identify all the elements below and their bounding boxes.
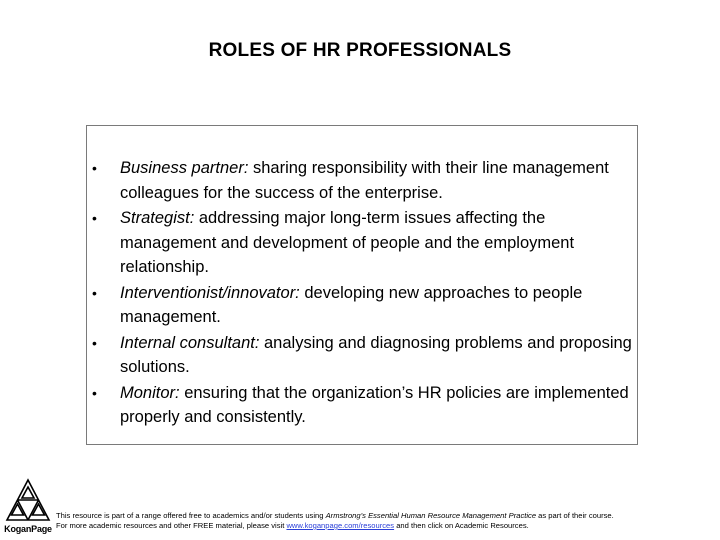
footer-line1-prefix: This resource is part of a range offered free to academics and/or students using xyxy=(56,511,326,520)
roles-list xyxy=(87,156,639,431)
bullet-icon: • xyxy=(92,210,97,226)
role-description: analysing and diagnosing problems and proposing solutions. xyxy=(120,333,632,376)
role-text xyxy=(120,381,639,430)
role-name: Business partner: xyxy=(120,159,249,177)
footer-line2-prefix: For more academic resources and other FREE material, please visit xyxy=(56,521,287,530)
role-text xyxy=(120,281,639,330)
page-title: ROLES OF HR PROFESSIONALS xyxy=(208,40,512,61)
bullet-icon: • xyxy=(92,384,97,401)
roles-box xyxy=(86,125,638,445)
footer-line1-suffix: as part of their course. xyxy=(536,511,614,520)
list-item xyxy=(87,331,639,380)
role-text xyxy=(120,331,639,380)
kogan-page-logo xyxy=(4,478,52,540)
role-description: ensuring that the organization’s HR policies are implemented properly and consistently. xyxy=(120,383,629,426)
footer-line-2 xyxy=(56,521,718,531)
role-description: addressing major long-term issues affecting the management and development of people and the employment relationship. xyxy=(120,209,575,276)
role-text xyxy=(120,206,639,280)
list-item xyxy=(87,281,639,330)
list-item xyxy=(87,381,639,430)
role-text xyxy=(120,156,639,205)
list-item xyxy=(87,156,639,205)
list-item xyxy=(87,206,639,280)
role-description: developing new approaches to people management. xyxy=(120,283,583,326)
book-title: Armstrong’s Essential Human Resource Management Practice xyxy=(325,511,537,520)
role-name: Interventionist/innovator: xyxy=(120,283,300,302)
role-name: Strategist: xyxy=(120,209,195,227)
footer-notice xyxy=(56,511,718,531)
role-name: Internal consultant: xyxy=(120,333,260,352)
bullet-icon: • xyxy=(92,284,97,301)
footer-line2-suffix: and then click on Academic Resources. xyxy=(394,521,529,530)
footer-line-1 xyxy=(56,511,718,521)
role-name: Monitor: xyxy=(120,383,180,402)
role-description: sharing responsibility with their line management colleagues for the success of the enterprise. xyxy=(120,159,609,202)
resources-link[interactable]: www.koganpage.com/resources xyxy=(286,521,395,530)
logo-text: KoganPage xyxy=(4,524,52,534)
triangle-logo-icon xyxy=(4,478,52,524)
bullet-icon: • xyxy=(92,160,97,176)
bullet-icon: • xyxy=(92,334,97,351)
